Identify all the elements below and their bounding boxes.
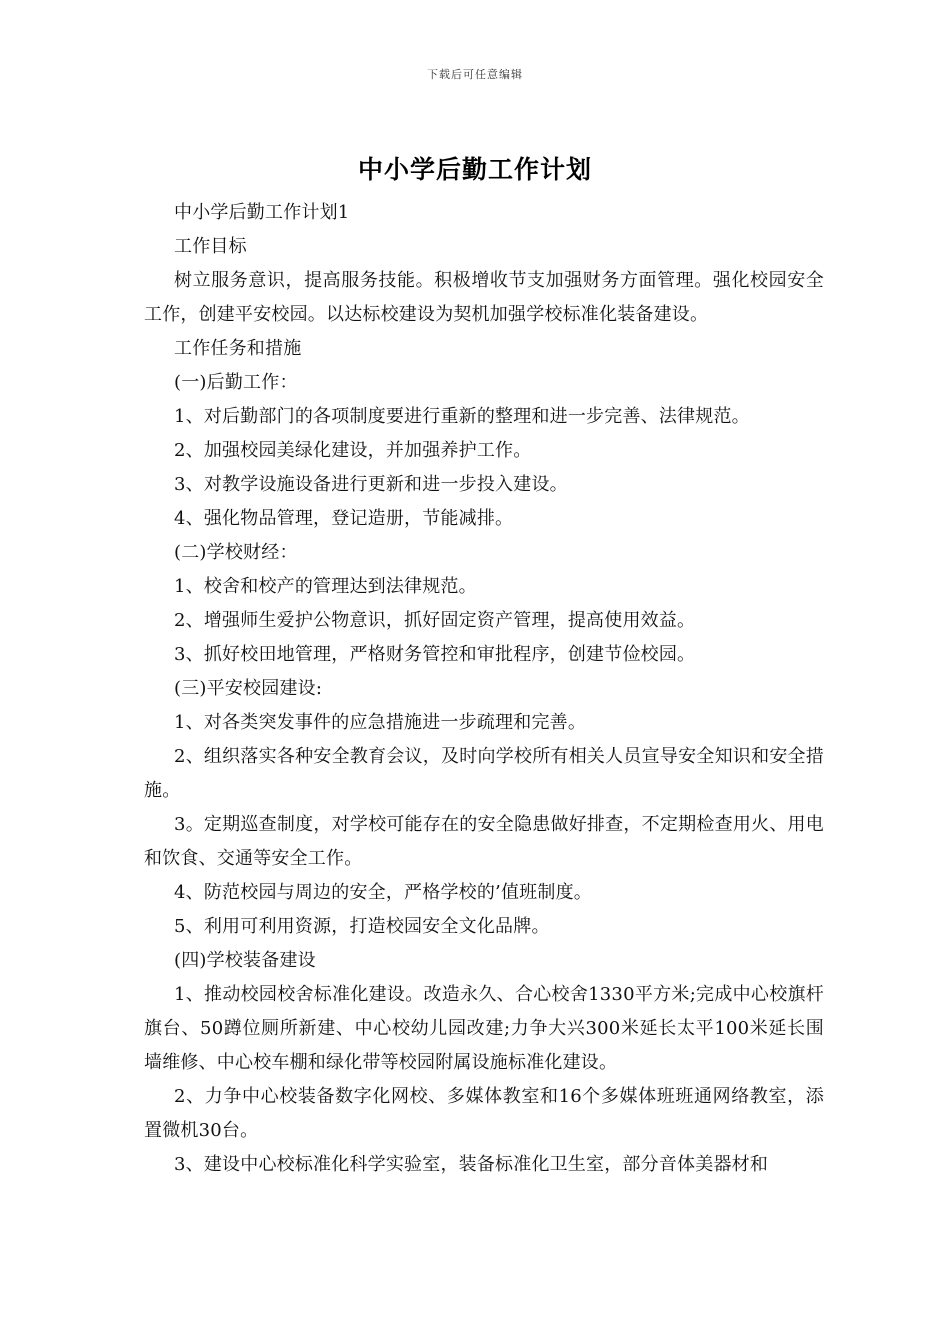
paragraph-item: 1、校舍和校产的管理达到法律规范。 [174,576,477,597]
paragraph-section-4: (四)学校装备建设 [174,950,316,971]
paragraph-section-1: (一)后勤工作： [174,372,298,393]
paragraph-item: 1、对后勤部门的各项制度要进行重新的整理和进一步完善、法律规范。 [174,406,750,427]
paragraph-item: 1、对各类突发事件的应急措施进一步疏理和完善。 [174,712,587,733]
paragraph-heading-tasks: 工作任务和措施 [174,338,302,359]
paragraph-section-3: (三)平安校园建设: [174,678,323,699]
paragraph-goals: 树立服务意识，提高服务技能。积极增收节支加强财务方面管理。强化校园安全工作，创建平安校园。以达标校建设为契机加强学校标准化装备建设。 [144,270,824,325]
paragraph-item: 3。定期巡查制度，对学校可能存在的安全隐患做好排查，不定期检查用火、用电和饮食、交通等安全工作。 [144,814,824,869]
paragraph-subtitle: 中小学后勤工作计划1 [174,202,350,223]
document-body [144,196,824,1182]
paragraph-heading-goals: 工作目标 [174,236,247,257]
paragraph-item: 1、推动校园校舍标准化建设。改造永久、合心校舍1330平方米;完成中心校旗杆旗台、50蹲位厕所新建、中心校幼儿园改建;力争大兴300米延长太平100米延长围墙维修、中心校车棚和绿化带等校园附属设施标准化建设。 [144,984,824,1073]
page-header-note: 下载后可任意编辑 [427,68,523,81]
paragraph-item: 5、利用可利用资源，打造校园安全文化品牌。 [174,916,550,937]
paragraph-section-2: (二)学校财经： [174,542,298,563]
paragraph-item: 4、防范校园与周边的安全，严格学校的’值班制度。 [174,882,592,903]
paragraph-item: 3、建设中心校标准化科学实验室，装备标准化卫生室，部分音体美器材和 [174,1154,769,1175]
paragraph-item: 2、力争中心校装备数字化网校、多媒体教室和16个多媒体班班通网络教室，添置微机30台。 [144,1086,824,1141]
paragraph-item: 3、对教学设施设备进行更新和进一步投入建设。 [174,474,568,495]
paragraph-item: 2、加强校园美绿化建设，并加强养护工作。 [174,440,532,461]
paragraph-item: 3、抓好校田地管理，严格财务管控和审批程序，创建节俭校园。 [174,644,696,665]
paragraph-item: 2、组织落实各种安全教育会议，及时向学校所有相关人员宣导安全知识和安全措施。 [144,746,824,801]
document-title: 中小学后勤工作计划 [357,155,592,184]
paragraph-item: 4、强化物品管理，登记造册，节能减排。 [174,508,514,529]
paragraph-item: 2、增强师生爱护公物意识，抓好固定资产管理，提高使用效益。 [174,610,696,631]
